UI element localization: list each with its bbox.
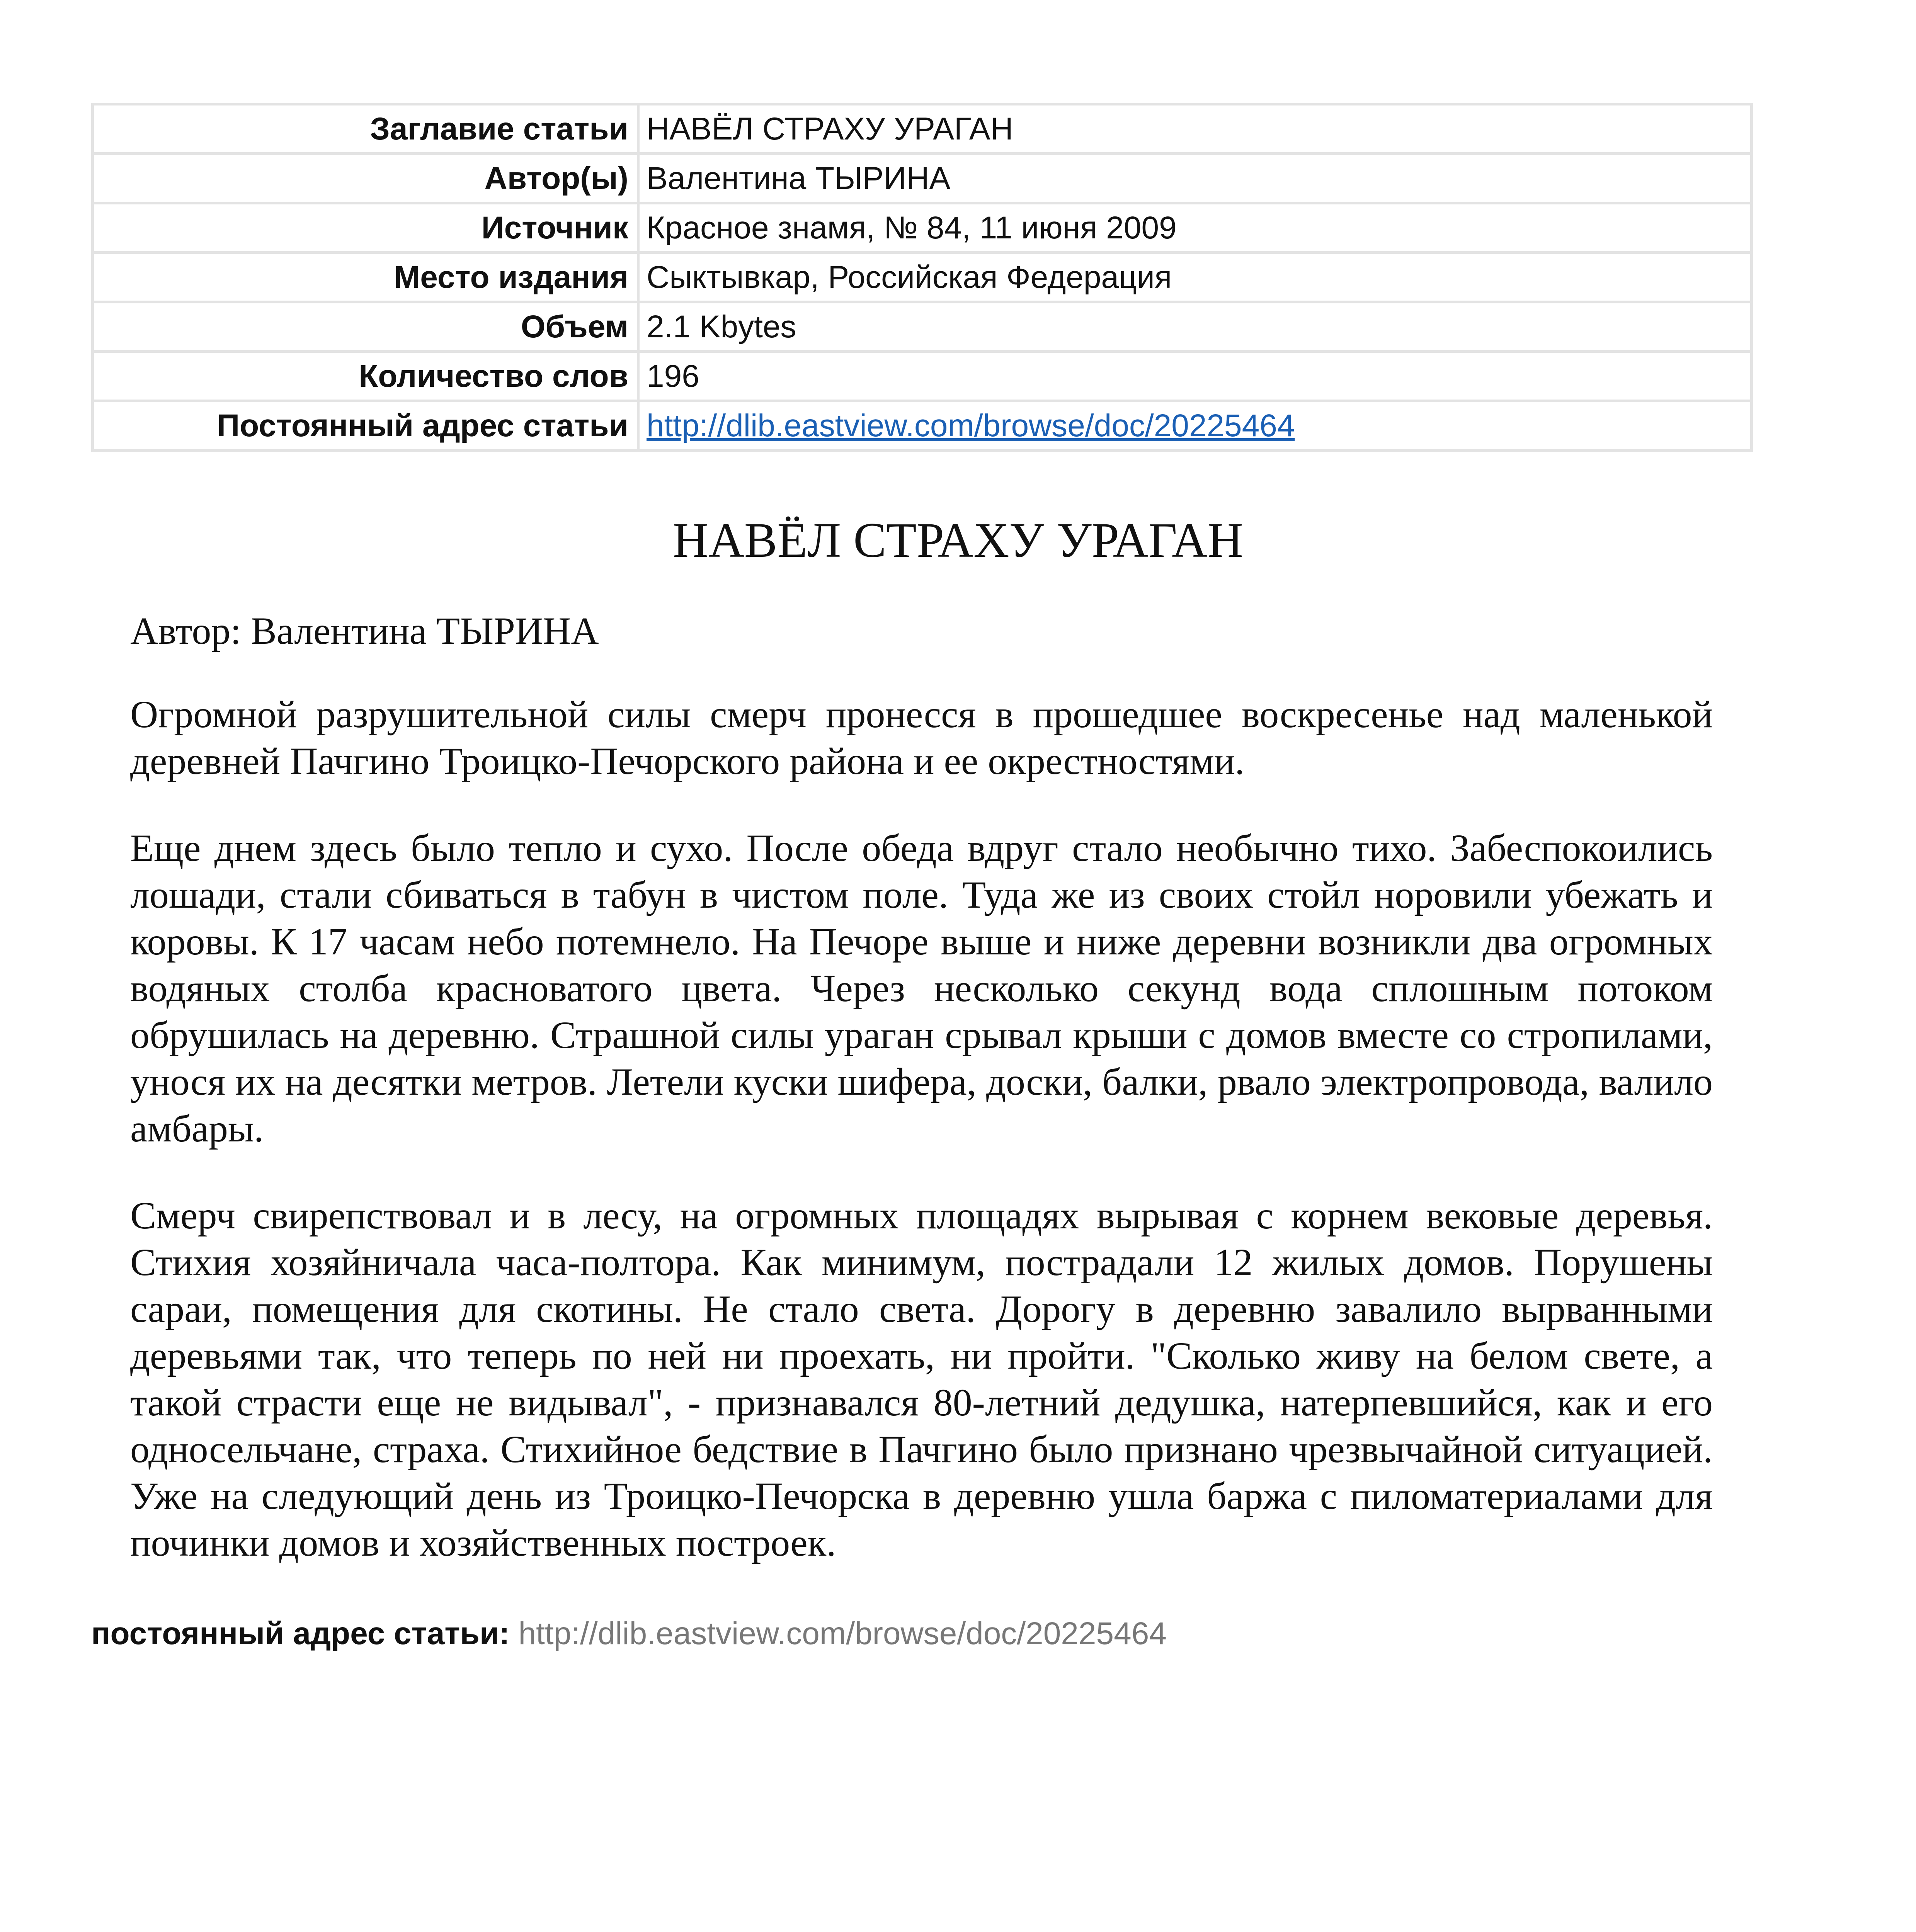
article-author: Автор: Валентина ТЫРИНА — [130, 609, 599, 652]
meta-label: Количество слов — [93, 352, 638, 401]
meta-label: Автор(ы) — [93, 154, 638, 203]
article-body — [130, 691, 1713, 1606]
meta-value — [638, 401, 1752, 451]
footer-permalink-label: постоянный адрес статьи: — [91, 1616, 510, 1651]
article-paragraph: Огромной разрушительной силы смерч пронесся в прошедшее воскресенье над маленькой деревней Пачгино Троицко-Печорского района и ее окрестностями. — [130, 693, 1713, 782]
meta-label: Источник — [93, 203, 638, 253]
meta-row-authors — [93, 154, 1752, 203]
article-title: НАВЁЛ СТРАХУ УРАГАН — [673, 513, 1243, 568]
footer-permalink-url[interactable]: http://dlib.eastview.com/browse/doc/20225464 — [518, 1616, 1167, 1651]
meta-value: Валентина ТЫРИНА — [638, 154, 1752, 203]
permalink-link[interactable]: http://dlib.eastview.com/browse/doc/20225464 — [647, 408, 1295, 443]
meta-value: 2.1 Kbytes — [638, 302, 1752, 352]
meta-value: 196 — [638, 352, 1752, 401]
article-paragraph: Еще днем здесь было тепло и сухо. После обеда вдруг стало необычно тихо. Забеспокоились лошади, стали сбиваться в табун в чистом поле. Туда же из своих стойл норовили убежать и коровы. К 17 часам небо потемнело. На Печоре выше и ниже деревни возникли два огромных водяных столба красноватого цвета. Через несколько секунд вода сплошным потоком обрушилась на деревню. Страшной силы ураган срывал крыши с домов вместе со стропилами, унося их на десятки метров. Летели куски шифера, доски, балки, рвало электропровода, валило амбары. — [130, 827, 1713, 1150]
article-paragraph: Смерч свирепствовал и в лесу, на огромных площадях вырывая с корнем вековые деревья. Стихия хозяйничала часа-полтора. Как минимум, пострадали 12 жилых домов. Порушены сараи, помещения для скотины. Не стало света. Дорогу в деревню завалило вырванными деревьями так, что теперь по ней ни проехать, ни пройти. "Сколько живу на белом свете, а такой страсти еще не видывал", - признавался 80-летний дедушка, натерпевшийся, как и его односельчане, страха. Стихийное бедствие в Пачгино было признано чрезвычайной ситуацией. Уже на следующий день из Троицко-Печорска в деревню ушла баржа с пиломатериалами для починки домов и хозяйственных построек. — [130, 1194, 1713, 1564]
meta-label: Объем — [93, 302, 638, 352]
footer-permalink — [91, 1614, 1167, 1653]
meta-value: Красное знамя, № 84, 11 июня 2009 — [638, 203, 1752, 253]
meta-label: Место издания — [93, 253, 638, 302]
meta-row-place — [93, 253, 1752, 302]
meta-label: Заглавие статьи — [93, 104, 638, 154]
meta-label: Постоянный адрес статьи — [93, 401, 638, 451]
meta-row-title — [93, 104, 1752, 154]
meta-value: Сыктывкар, Российская Федерация — [638, 253, 1752, 302]
meta-row-word-count — [93, 352, 1752, 401]
meta-value: НАВЁЛ СТРАХУ УРАГАН — [638, 104, 1752, 154]
meta-row-source — [93, 203, 1752, 253]
meta-row-permalink — [93, 401, 1752, 451]
meta-row-size — [93, 302, 1752, 352]
article-metadata-table — [91, 103, 1753, 452]
